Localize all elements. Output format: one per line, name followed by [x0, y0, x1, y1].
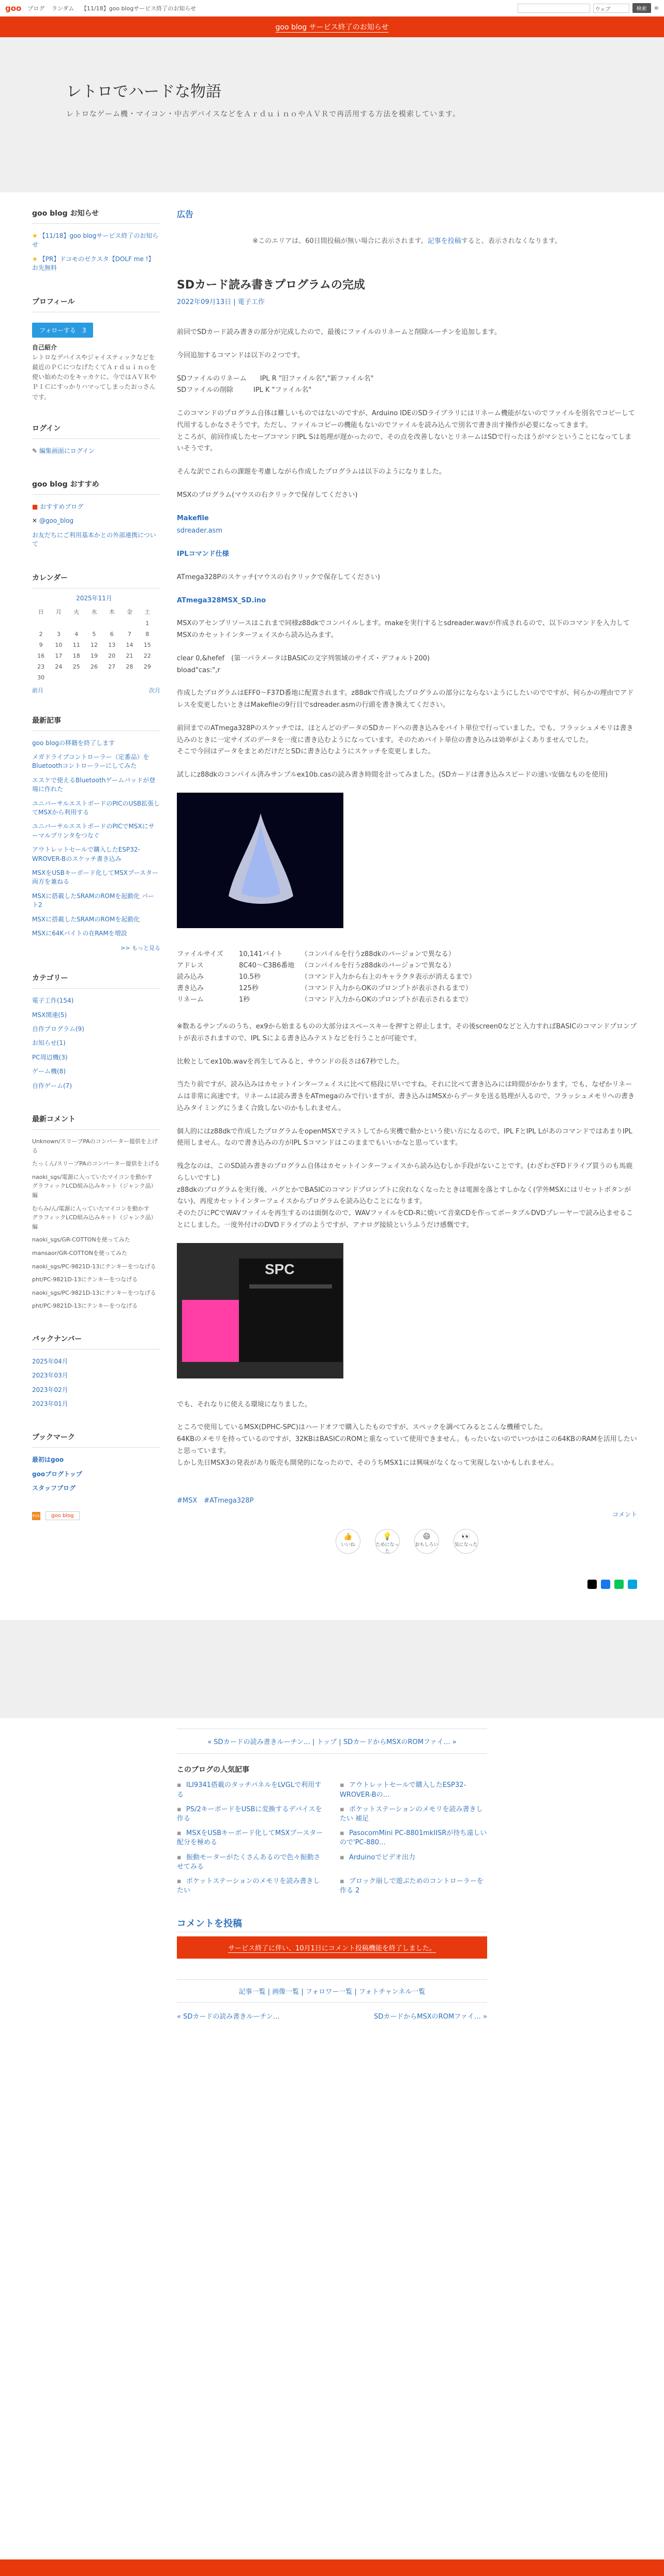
entry-tags[interactable]: #MSX #ATmega328P — [177, 1497, 254, 1505]
calendar-day: 14 — [126, 641, 133, 648]
self-intro: レトロなデバイスやジャイスティックなどを最近のＰＣにつなげたくてＡｒｄｕｉｎｏを使い始めたのをキッカケに、今ではＡＶＲやＰＩＣにすっかりハマってしまったおっさんです。 — [32, 353, 156, 401]
bottom-pager — [177, 2011, 487, 2021]
spec-note: （コンパイルを行うz88dkのバージョンで異なる） — [301, 950, 455, 958]
search-button[interactable]: 検索 — [632, 3, 651, 13]
popular-link[interactable]: 振動モーターがたくさんあるので色々振動させてみる — [177, 1853, 321, 1871]
calendar-day: 24 — [55, 663, 63, 670]
popular-item[interactable] — [340, 1853, 487, 1872]
bookmark-link[interactable]: 最初はgoo — [32, 1456, 64, 1464]
recent-item[interactable] — [32, 927, 160, 941]
tail-paragraph-2: ところで使用しているMSX(DPHC-SPC)はハードオフで購入したものですが、スペックを調べてみるとこんな機種でした。 64KBのメモリを持っているのですが、32KBはBASICのROMと重なっていて使用できません。もったいないのでいつかはこの64KBのRAMを活用したいと思っています。 しかし先日MSX3の発表があり販売も開発的になったので、そのうちMSX1には興味がなくなって実現しないかもしれません。 — [177, 1423, 637, 1467]
calendar-day: 17 — [55, 652, 63, 659]
calendar-day: 12 — [90, 641, 98, 648]
comment-closed-text[interactable]: サービス終了に伴い、10月1日にコメント投稿機能を終了しました。 — [228, 1945, 436, 1953]
spec-note: （コマンド入力から右上のキャラクタ表示が消えるまで） — [301, 973, 476, 981]
calendar-day: 5 — [92, 630, 96, 638]
spec-value: 8C40〜C3B6番地 — [239, 961, 295, 969]
backnumber-link[interactable]: 2023年02月 — [32, 1386, 68, 1393]
popular-item[interactable] — [340, 1805, 487, 1824]
entry-paragraph: SDファイルのリネーム IPL R "旧ファイル名","新ファイル名" SDファイルの削除 IPL K "ファイル名" — [177, 374, 374, 395]
bottom-links[interactable]: 記事一覧 | 画像一覧 | フォロワー一覧 | フォトチャンネル一覧 — [177, 1979, 487, 2003]
entry-date: 2022年09月13日 — [177, 298, 232, 306]
calendar-day: 26 — [90, 663, 98, 670]
blog-title[interactable]: レトロでハードな物語 — [66, 83, 221, 101]
calendar-day — [85, 618, 103, 629]
entry-paragraph: 試しにz88dkのコンパイル済みサンプルex10b.casの読み書き時間を計ってみました。(SDカードは書き込みスピードの速い安価なものを使用) — [177, 771, 608, 779]
follow-count: 3 — [82, 326, 86, 334]
backnumber-title: バックナンバー — [32, 1334, 160, 1350]
reaction-helpful[interactable] — [375, 1529, 400, 1554]
service-notice-text[interactable]: goo blog サービス終了のお知らせ — [276, 22, 389, 33]
cal-head: 月 — [55, 608, 62, 615]
follow-button[interactable] — [32, 323, 93, 338]
calendar-day: 11 — [72, 641, 80, 648]
rss-icon[interactable]: RSS — [32, 1512, 40, 1520]
goo-logo[interactable]: goo — [5, 3, 22, 13]
calendar-day — [120, 672, 138, 683]
bookmark-title: ブックマーク — [32, 1432, 160, 1448]
recent-comment[interactable]: pht/PC-9821D-13にテンキーをつなげる — [32, 1276, 138, 1283]
share-buttons — [177, 1580, 637, 1589]
calendar-section — [32, 572, 160, 694]
recommend-title: goo blog おすすめ — [32, 479, 160, 495]
calendar-day: 9 — [39, 641, 43, 648]
article-icon: ▪ — [177, 1829, 182, 1838]
entry-paragraph: このコマンドのプログラム自体は難しいものではないのですが、Arduino IDEのSDライブラリにはリネーム機能がないのでファイルを別名でコピーして代用するしかなさそうです。ただし、ファイルコピーの機能もないのでファイルを読み込んで別名で書き出す操作が必要になってきます。 ところが、前回作成したセーブコマンドIPL Sは処理が遅かったので、その点を改善しないとリネームはSDで行ったほうがマシということになってしまいそうです。 — [177, 410, 635, 453]
ipl-spec-link[interactable]: IPLコマンド仕様 — [177, 550, 229, 558]
reaction-label: おもしろい — [415, 1542, 439, 1548]
hatena-share-icon[interactable] — [628, 1580, 637, 1589]
entry-paragraph: 当たり前ですが、読み込みはカセットインターフェイスに比べて格段に早いですね。それに比べて書き込みには時間がかかります。でも、なぜかリネームは非常に高速です。リネームは読み書きをATmegaのみで行いますが、書き込みはMSXからデータを送る処理が入るので、フラッシュメモリへの書き込みタイミングにうまく合致しないのかもしれません。 — [177, 1081, 635, 1112]
news-item[interactable] — [32, 252, 160, 276]
reaction-label: 気になった — [454, 1542, 478, 1548]
calendar-title: カレンダー — [32, 572, 160, 588]
popular-link[interactable]: ILI9341搭載のタッチパネルをLVGLで利用する — [177, 1781, 322, 1799]
global-topbar — [0, 0, 664, 17]
calendar-day: 25 — [72, 663, 80, 670]
reaction-label: ためになった — [375, 1542, 399, 1555]
calendar-day: 7 — [128, 630, 132, 638]
entry-meta: 2022年09月13日 | 電子工作 — [177, 298, 265, 306]
article-icon: ▪ — [340, 1829, 344, 1838]
article-icon: ▪ — [177, 1805, 182, 1813]
category-item[interactable] — [32, 1022, 160, 1036]
popular-link[interactable]: MSXをUSBキーボード化してMSXブースター配分を極める — [177, 1829, 323, 1847]
spec-key: 書き込み — [177, 984, 204, 993]
backnumber-link[interactable]: 2023年01月 — [32, 1400, 68, 1408]
popular-item[interactable] — [340, 1781, 487, 1799]
recent-item[interactable] — [32, 797, 160, 820]
category-item[interactable] — [32, 1079, 160, 1093]
profile-section — [32, 296, 160, 402]
popular-item[interactable] — [177, 1781, 324, 1799]
category-link[interactable]: ゲーム機(8) — [32, 1068, 66, 1075]
atmega-sketch-link[interactable]: ATmega328MSX_SD.ino — [177, 596, 266, 604]
news-item[interactable] — [32, 229, 160, 252]
entry-paragraph: clear 0,&hefef (第一パラメータはBASICの文字列領域のサイズ・デフォルト200) bload"cas:",r — [177, 654, 430, 674]
calendar-day: 29 — [143, 663, 151, 670]
spec-note: （コンパイルを行うz88dkのバージョンで異なる） — [301, 961, 455, 969]
calendar-day: 19 — [90, 652, 98, 659]
calendar-day: 28 — [126, 663, 133, 670]
self-intro-label: 自己紹介 — [32, 343, 57, 351]
spec-row — [177, 972, 637, 983]
footer-area — [0, 1729, 664, 2021]
recent-comment[interactable]: Unknown/スリーブPAのコンバーター提供を上げる — [32, 1138, 158, 1154]
blog-icon: ■ — [32, 503, 40, 511]
calendar-day: 3 — [56, 630, 61, 638]
blog-header — [0, 37, 664, 192]
spec-table — [177, 949, 637, 1006]
calendar-day — [32, 618, 50, 629]
recent-link[interactable]: メガドライブコントローラー（定番品）をBluetoothコントローラーにしてみた — [32, 753, 149, 770]
thumbs-up-icon: 👍 — [343, 1533, 353, 1541]
line-share-icon[interactable] — [614, 1580, 624, 1589]
file-link-asm[interactable]: sdreader.asm — [177, 527, 222, 535]
bookmark-link[interactable]: スタッフブログ — [32, 1484, 76, 1492]
calendar-day: 27 — [108, 663, 116, 670]
recent-item[interactable] — [32, 774, 160, 797]
entry-paragraph: 前回までのATmega328Pのスケッチでは、ほとんどのデータのSDカードへの書き込みをバイト単位で行っていました。でも、フラッシュメモリは書き込みのときに一定サイズのデータを一度に書き込むようになっています。そのためバイト単位の書き込みは効率がよくありませんでした。 そこで今回はデータをまとめだけだとSDに書き込むようにスケッチを変更しました。 — [177, 724, 633, 756]
sidebar — [32, 192, 160, 1604]
calendar-nav — [32, 686, 160, 694]
spec-row — [177, 994, 637, 1006]
popular-item[interactable] — [177, 1877, 324, 1896]
article-icon: ▪ — [177, 1781, 182, 1790]
blog-entry — [177, 276, 637, 1589]
recent-comment[interactable]: naoki_sgs/PC-9821D-13にテンキーをつなげる — [32, 1289, 156, 1296]
spec-key: アドレス — [177, 961, 204, 969]
reaction-funny[interactable] — [414, 1529, 439, 1554]
calendar-day — [85, 672, 103, 683]
spec-value: 125秒 — [239, 984, 259, 993]
calendar-day — [50, 618, 67, 629]
facebook-share-icon[interactable] — [601, 1580, 610, 1589]
spec-value: 10.5秒 — [239, 973, 261, 981]
spec-value: 1秒 — [239, 996, 250, 1004]
category-link[interactable]: 自作ゲーム(7) — [32, 1082, 72, 1089]
category-link[interactable]: MSX関連(5) — [32, 1011, 67, 1019]
login-title: ログイン — [32, 423, 160, 439]
bookmark-item[interactable] — [32, 1453, 160, 1467]
category-title: カテゴリー — [32, 973, 160, 989]
recent-comment[interactable]: pht/PC-9821D-13にテンキーをつなげる — [32, 1302, 138, 1310]
category-link[interactable]: 電子工作(154) — [32, 997, 74, 1005]
popular-item[interactable] — [177, 1829, 324, 1847]
spec-key: リネーム — [177, 996, 204, 1004]
calendar-day — [68, 618, 85, 629]
calendar-day — [50, 672, 67, 683]
x-share-icon[interactable] — [587, 1580, 597, 1589]
article-icon: ▪ — [340, 1805, 344, 1813]
calendar-day — [68, 672, 85, 683]
calendar-table — [32, 594, 156, 683]
popular-link[interactable]: ポケットステーションのメモリを読み書きしたい — [177, 1877, 320, 1895]
calendar-day — [103, 618, 120, 629]
article-icon: ▪ — [340, 1853, 344, 1861]
article-icon: ▪ — [177, 1853, 182, 1861]
article-icon: ▪ — [340, 1781, 344, 1790]
atmega-note: ATmega328Pのスケッチ(マウスの右クリックで保存してください) — [177, 573, 380, 581]
backnumber-link[interactable]: 2025年04月 — [32, 1357, 68, 1365]
nav-blog[interactable]: ブログ — [27, 5, 45, 12]
login-section — [32, 423, 160, 458]
popular-link[interactable]: PasocomMini PC-8801mkIISRが待ち遠しいので'PC-880… — [340, 1829, 487, 1847]
calendar-day — [139, 672, 156, 683]
category-item[interactable] — [32, 1008, 160, 1022]
backnumber-item[interactable] — [32, 1397, 160, 1411]
category-item[interactable] — [32, 994, 160, 1008]
entry-paragraph: 作成したプログラムはEFF0〜F37D番地に配置されます。z88dkで作成したプログラムの部分にならないようにしたいのでですが、何らかの理由でアドレスを変更したいときはMakefileの9行目でsdreader.asmの行頭を書き換えてください。 — [177, 689, 634, 709]
category-link[interactable]: PC周辺機(3) — [32, 1053, 68, 1061]
recent-link[interactable]: MSXに64Kバイトの在RAMを増設 — [32, 929, 127, 937]
category-section — [32, 973, 160, 1093]
bottom-next-link[interactable]: SDカードからMSXのROMファイ… » — [374, 2013, 487, 2021]
spec-value: 10,141バイト — [239, 950, 283, 958]
recent-item[interactable] — [32, 843, 160, 866]
news-link[interactable]: 【11/18】goo blogサービス終了のお知らせ — [32, 232, 159, 249]
cal-head: 日 — [38, 608, 44, 615]
eyes-icon: 👀 — [461, 1533, 471, 1541]
recommend-section — [32, 479, 160, 552]
recent-link[interactable]: エスケで使えるBluetoothゲームパッドが登場に作れた — [32, 776, 156, 793]
popular-section — [177, 1764, 487, 1896]
ad-note-text: すると、表示されなくなります。 — [461, 237, 562, 245]
calendar-day: 23 — [37, 663, 45, 670]
entry-paragraph: 個人的にはz88dkで作成したプログラムをopenMSXでテストしてから実機で動かという使い方になるので、IPL FとIPL LがあのコマンドではあまりIPL使用しません。なので書き込みの方がIPL Sコマンドはこのままでもいいかなと思っています。 — [177, 1127, 632, 1147]
recent-comment[interactable]: mansaor/GR-COTTONを使ってみた — [32, 1249, 128, 1256]
search-input[interactable] — [518, 4, 590, 13]
article-icon: ▪ — [177, 1877, 182, 1885]
recent-comment[interactable]: naoki_sgs/PC-9821D-13にテンキーをつなげる — [32, 1263, 156, 1270]
recent-link[interactable]: goo blogの移籍を終了します — [32, 739, 115, 747]
category-item[interactable] — [32, 1051, 160, 1065]
calendar-day: 18 — [72, 652, 80, 659]
topbar-search — [518, 3, 659, 13]
recent-section — [32, 715, 160, 952]
entry-paragraph: 今回追加するコマンドは以下の２つです。 — [177, 351, 304, 359]
news-title: goo blog お知らせ — [32, 208, 160, 224]
backnumber-item[interactable] — [32, 1369, 160, 1383]
spec-row — [177, 960, 637, 972]
calendar-day: 30 — [37, 674, 45, 681]
cal-head: 木 — [109, 608, 115, 615]
recent-comment[interactable]: むらみ/ん/電源に入っていたマイコンを動かす グラフィックLCD組み込みキット（ジャンク品）編 — [32, 1205, 157, 1230]
footer-strip — [0, 2559, 664, 2576]
backnumber-section — [32, 1334, 160, 1412]
reactions — [177, 1529, 637, 1554]
news-section — [32, 208, 160, 276]
calendar-day: 10 — [55, 641, 63, 648]
comment-closed-banner[interactable] — [177, 1936, 487, 1959]
calendar-day: 21 — [126, 652, 133, 659]
recent-comment[interactable]: naoki_sgs/電源に入っていたマイコンを動かす グラフィックLCD組み込みキット（ジャンク品）編 — [32, 1173, 158, 1199]
calendar-day: 1 — [145, 619, 149, 627]
spec-note: （コマンド入力からOKのプロンプトが表示されるまで） — [301, 996, 472, 1004]
reaction-like[interactable] — [336, 1529, 360, 1554]
category-link[interactable]: お知らせ(1) — [32, 1039, 66, 1047]
calendar-day: 20 — [108, 652, 116, 659]
recommend-link[interactable]: おすすめブログ — [40, 503, 84, 511]
bookmark-item[interactable] — [32, 1481, 160, 1495]
category-item[interactable] — [32, 1065, 160, 1079]
cal-head: 金 — [127, 608, 133, 615]
category-link[interactable]: 自作プログラム(9) — [32, 1025, 84, 1033]
backnumber-item[interactable] — [32, 1355, 160, 1369]
bookmark-link[interactable]: gooブログトップ — [32, 1470, 82, 1478]
goo-blog-badge[interactable]: goo blog — [46, 1511, 79, 1520]
profile-title: プロフィール — [32, 296, 160, 312]
recent-comment[interactable]: たっくん/スリーブPAのコンバーター提供を上げる — [32, 1160, 160, 1168]
entry-category[interactable]: 電子工作 — [237, 298, 265, 306]
comment-post-title: コメントを投稿 — [177, 1916, 487, 1932]
recent-item[interactable] — [32, 820, 160, 843]
entry-title[interactable]: SDカード読み書きプログラムの完成 — [177, 279, 365, 292]
popular-link[interactable]: Arduinoでビデオ出力 — [349, 1853, 416, 1861]
bottom-prev-link[interactable]: « SDカードの読み書きルーチン… — [177, 2013, 280, 2021]
comments-section — [32, 1114, 160, 1313]
category-item[interactable] — [32, 1036, 160, 1050]
calendar-next[interactable]: 次月 — [149, 687, 160, 694]
calendar-day: 2 — [39, 630, 43, 638]
ad-note-text: ※このエリアは、60日間投稿が無い場合に表示されます。 — [252, 237, 428, 245]
popular-item[interactable] — [177, 1805, 324, 1824]
entry-paragraph: そんな訳でこれらの課題を考慮しながら作成したプログラムは以下のようになりました。 — [177, 468, 446, 476]
popular-item[interactable] — [340, 1877, 487, 1896]
spec-note: （コマンド入力からOKのプロンプトが表示されるまで） — [301, 984, 472, 993]
calendar-day: 16 — [37, 652, 45, 659]
recent-link[interactable]: MSXに搭載したSRAMのROMを起動化 — [32, 915, 140, 923]
reaction-interested[interactable] — [454, 1529, 478, 1554]
recent-item[interactable] — [32, 866, 160, 889]
backnumber-item[interactable] — [32, 1383, 160, 1397]
calendar-day: 22 — [143, 652, 151, 659]
recent-link[interactable]: ユニバーサルエストボードのPICでMSXにサーマルプリンタをつなぐ — [32, 823, 155, 839]
comment-link[interactable]: コメント — [612, 1511, 637, 1519]
edit-icon: ✎ — [32, 447, 39, 454]
comments-title: 最新コメント — [32, 1114, 160, 1130]
lightbulb-icon: 💡 — [383, 1533, 392, 1541]
bookmark-section — [32, 1432, 160, 1520]
recent-link[interactable]: MSXに搭載したSRAMのROMを起動化 パート2 — [32, 892, 155, 909]
calendar-day: 8 — [145, 630, 149, 638]
cal-head: 水 — [91, 608, 97, 615]
smile-icon: 😄 — [422, 1533, 431, 1541]
reaction-label: いいね — [341, 1542, 355, 1548]
menu-icon[interactable]: ≡ — [654, 5, 659, 11]
popular-link[interactable]: ポケットステーションのメモリを読み書きしたい 補足 — [340, 1805, 483, 1823]
entry-paragraph: MSXのプログラム(マウスの右クリックで保存してください) — [177, 491, 358, 499]
news-link[interactable]: 【PR】ドコモのゼクスタ【DOLF me !】お先無料 — [32, 255, 155, 272]
spec-key: 読み込み — [177, 973, 204, 981]
x-icon: ✕ — [32, 517, 39, 525]
calendar-day: 6 — [110, 630, 114, 638]
recent-item[interactable] — [32, 889, 160, 913]
entry-paragraph: ※数あるサンプルのうち、ex9から始まるものの大部分はスペースキーを押すと停止します。その後screen0などと入力すればBASICのコマンドプロンプトが表示されますので、IPL Sによる書き込みテストなどを行うことが可能です。 — [177, 1023, 637, 1042]
msx-photo — [177, 1243, 343, 1378]
blog-tagline: レトロなゲーム機・マイコン・中古デバイスなどをＡｒｄｕｉｎｏやＡＶＲで再活用する方法を模索しています。 — [66, 110, 461, 118]
follow-label: フォローする — [39, 326, 76, 334]
bookmark-item[interactable] — [32, 1467, 160, 1481]
page-layout — [0, 192, 664, 1604]
ad-post-link[interactable]: 記事を投稿 — [427, 237, 461, 245]
popular-link[interactable]: アウトレットセールで購入したESP32-WROVER-Bの… — [340, 1781, 466, 1799]
spec-row — [177, 949, 637, 960]
screen-photo — [177, 793, 343, 928]
recent-comment[interactable]: naoki_sgs/GR-COTTONを使ってみた — [32, 1236, 130, 1244]
gray-ad-band — [0, 1620, 664, 1718]
tail-paragraph-1: でも、それなりに使える環境になりました。 — [177, 1400, 312, 1408]
calendar-day: 13 — [108, 641, 116, 648]
cal-head: 土 — [144, 608, 150, 615]
topbar-nav — [27, 4, 201, 12]
msx-photo-label: SPC — [265, 1261, 295, 1277]
spec-row — [177, 983, 637, 994]
recent-title: 最新記事 — [32, 715, 160, 731]
recent-link[interactable]: アウトレットセールで購入したESP32-WROVER-Bのスケッチ書き込み — [32, 846, 140, 862]
spec-key: ファイルサイズ — [177, 950, 223, 958]
star-icon: ★ — [32, 255, 38, 263]
ad-note — [177, 235, 637, 245]
article-icon: ▪ — [340, 1877, 344, 1885]
recent-item[interactable] — [32, 750, 160, 774]
search-scope-select[interactable]: ウェブ — [593, 4, 629, 13]
recent-more-link[interactable]: >> もっと見る — [120, 945, 160, 952]
entry-paragraph: 残念なのは、このSD読み書きのプログラム自体はカセットインターフェイスから読み込むしか手段がないことです。(わざわざFDドライブ買うのも馬鹿らしいですし) z88dkのプログラムを実行後、パグとかでBASICのコマンドプロンプトに戻れなくなったときは電源を落とすしかなく(学外MSXにはリセットボタンがない)、再度カセットインターフェイスからプログラムを読み込むことになります。 そのたびにPCでWAVファイルを再生するのは面倒なので、WAVファイルをCD-Rに焼いて音楽CDを作ってポータブルDVDプレーヤーで読み込ませることにしました。一度外付けのDVDドライブのようですが、アナログ接続というふうだけ感慨です。 — [177, 1162, 633, 1229]
entry-paragraph: MSXのアセンブリソースはこれまで同様z88dkでコンパイルします。makeを実行するとsdreader.wavが作成されるので、以下のコマンドを入力してMSXのカセットインターフェイスから読み込みます。 — [177, 619, 630, 639]
nav-random[interactable]: ランダム — [51, 5, 74, 12]
popular-item[interactable] — [340, 1829, 487, 1847]
calendar-caption: 2025年11月 — [76, 594, 112, 602]
file-link-makefile[interactable]: Makefile — [177, 514, 209, 522]
recommend-link[interactable]: @goo_blog — [39, 517, 74, 525]
entry-paragraph: 比較としてex10b.wavを再生してみると、サウンドの長さは67秒でした。 — [177, 1057, 404, 1066]
recent-link[interactable]: MSXをUSBキーボード化してMSXブースター両方を兼ねる — [32, 869, 159, 886]
calendar-day: 15 — [143, 641, 151, 648]
calendar-prev[interactable]: 前月 — [32, 687, 43, 694]
popular-title: このブログの人気記事 — [177, 1766, 249, 1775]
calendar-day: 4 — [74, 630, 79, 638]
entry-pager[interactable]: « SDカードの読み書きルーチン… | トップ | SDカードからMSXのROMファイ… » — [177, 1729, 487, 1754]
ad-title: 広告 — [177, 209, 194, 219]
nav-notice[interactable]: 【11/18】goo blogサービス終了のお知らせ — [81, 5, 196, 12]
recommend-note-link[interactable]: お友だちにご利用基本かとの外部連携について — [32, 531, 156, 548]
recent-item[interactable] — [32, 736, 160, 750]
service-notice-bar[interactable] — [0, 17, 664, 37]
popular-item[interactable] — [177, 1853, 324, 1872]
calendar-day — [120, 618, 138, 629]
popular-link[interactable]: ブロック崩しで遊ぶためのコントローラーを作る 2 — [340, 1877, 484, 1895]
popular-link[interactable]: PS/2キーボードをUSBに変換するデバイスを作る — [177, 1805, 322, 1823]
cal-head: 火 — [73, 608, 80, 615]
recent-item[interactable] — [32, 913, 160, 927]
calendar-day — [103, 672, 120, 683]
entry-paragraph: 前回でSDカード読み書きの部分が完成したので、最後にファイルのリネームと削除ルーチンを追加します。 — [177, 328, 501, 336]
recent-link[interactable]: ユニバーサルエストボードのPICのUSB拡張してMSXから利用する — [32, 799, 160, 816]
login-link[interactable]: 編集画面にログイン — [39, 447, 95, 454]
main-content — [177, 192, 637, 1604]
star-icon: ★ — [32, 232, 38, 239]
backnumber-link[interactable]: 2023年03月 — [32, 1372, 68, 1380]
